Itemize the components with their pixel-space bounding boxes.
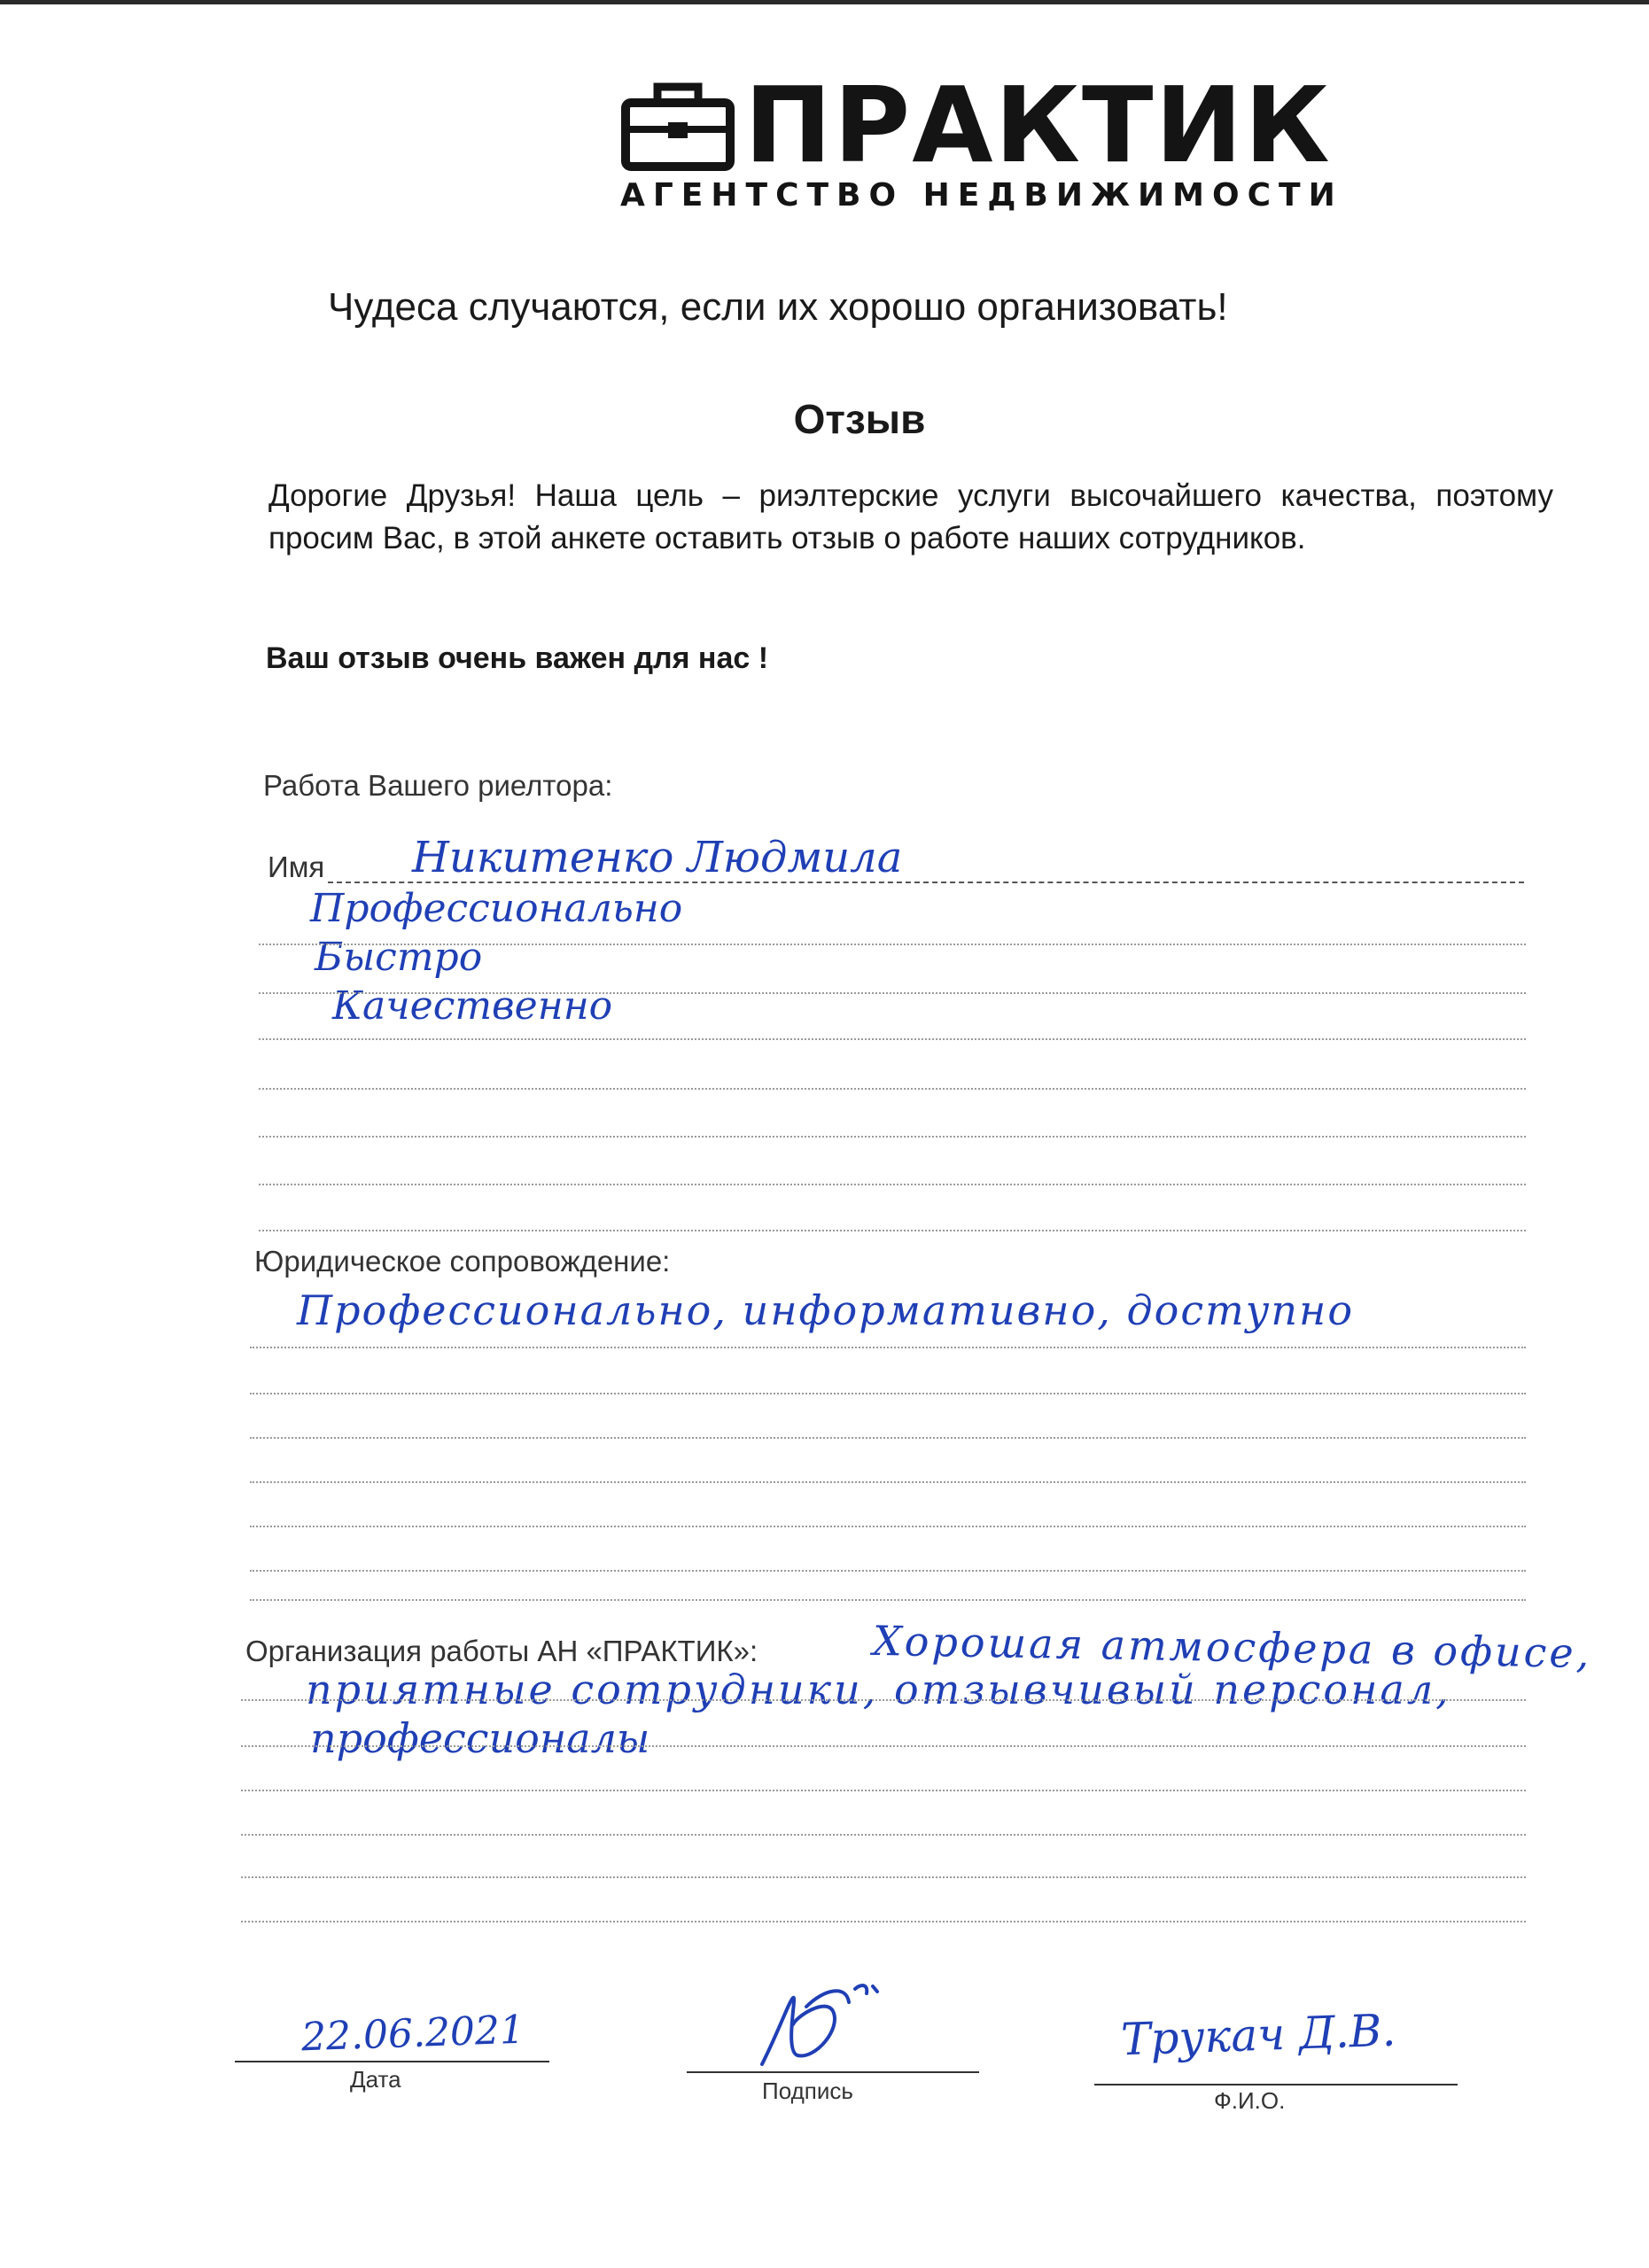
agency-handwriting-1: Хорошая атмосфера в офисе, <box>872 1616 1592 1678</box>
answer-line <box>241 1699 1526 1701</box>
date-label: Дата <box>350 2066 401 2093</box>
legal-section-heading: Юридическое сопровождение: <box>254 1245 671 1278</box>
signature-image <box>744 1976 922 2073</box>
answer-line <box>250 1570 1526 1572</box>
legal-handwriting: Профессионально, информативно, доступно <box>297 1286 1355 1334</box>
page-title: Отзыв <box>793 396 926 442</box>
important-note: Ваш отзыв очень важен для нас ! <box>266 641 769 675</box>
realtor-note-3: Качественно <box>332 983 613 1029</box>
agency-section-heading: Организация работы АН «ПРАКТИК»: <box>245 1635 758 1667</box>
answer-line <box>250 1437 1526 1439</box>
answer-line <box>250 1393 1526 1394</box>
answer-line <box>250 1481 1526 1483</box>
fio-line <box>1094 2084 1458 2085</box>
answer-line <box>250 1347 1526 1348</box>
answer-line <box>259 944 1526 945</box>
agency-handwriting-3: профессионалы <box>310 1714 650 1762</box>
logo-wordmark: ПРАКТИК <box>744 64 1332 186</box>
fio-handwriting: Трукач Д.В. <box>1120 2004 1397 2066</box>
realtor-section-heading: Работа Вашего риелтора: <box>263 769 613 802</box>
name-label: Имя <box>268 850 325 883</box>
realtor-note-1: Профессионально <box>310 886 683 931</box>
answer-line <box>241 1790 1526 1791</box>
intro-text: Дорогие Друзья! Наша цель – риэлтерские услуги высочайшего качества, поэтому просим Вас, в этой анкете оставить отзыв о работе наших сотрудников. <box>268 478 1553 555</box>
answer-line <box>259 1184 1526 1185</box>
answer-line <box>259 992 1526 994</box>
answer-line <box>250 1599 1526 1601</box>
date-handwriting: 22.06.2021 <box>300 2007 525 2061</box>
logo-subtitle: АГЕНТСТВО НЕДВИЖИМОСТИ <box>620 177 1343 214</box>
briefcase-icon <box>620 78 735 171</box>
scan-edge <box>0 0 1649 4</box>
fio-label: Ф.И.О. <box>1214 2087 1286 2114</box>
signature-line <box>687 2071 979 2073</box>
signature-label: Подпись <box>762 2078 853 2104</box>
answer-line <box>259 1088 1526 1090</box>
answer-line <box>259 1038 1526 1040</box>
agency-handwriting-2: приятные сотрудники, отзывчивый персонал, <box>306 1666 1451 1713</box>
realtor-note-2: Быстро <box>315 935 483 980</box>
date-line <box>235 2061 549 2062</box>
answer-line <box>250 1526 1526 1527</box>
slogan: Чудеса случаются, если их хорошо организовать! <box>328 285 1228 329</box>
answer-line <box>259 1230 1526 1231</box>
answer-line <box>241 1834 1526 1836</box>
company-logo <box>620 64 1343 220</box>
realtor-name-handwriting: Никитенко Людмила <box>412 833 903 882</box>
answer-line <box>241 1876 1526 1878</box>
answer-line <box>259 1136 1526 1138</box>
answer-line <box>241 1745 1526 1747</box>
answer-line <box>241 1921 1526 1922</box>
